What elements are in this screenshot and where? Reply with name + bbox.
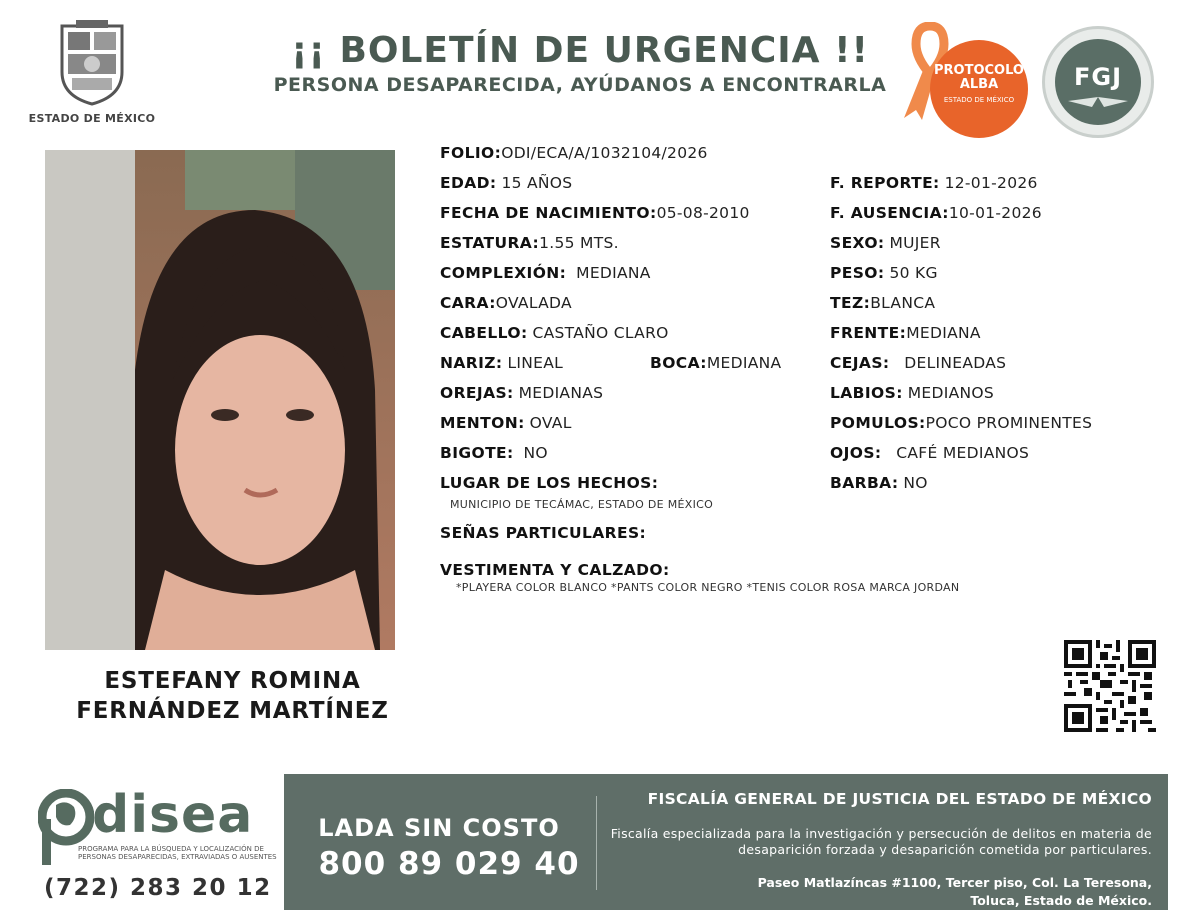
field-value: ODI/ECA/A/1032104/2026	[501, 144, 708, 162]
fgj-seal-inner	[1055, 39, 1141, 125]
field-value: 15 AÑOS	[501, 174, 573, 192]
field-tez	[830, 294, 935, 312]
field-cara	[440, 294, 572, 312]
field-label: FRENTE:	[830, 324, 907, 342]
field-value: CAFÉ MEDIANOS	[896, 444, 1030, 462]
field-label: TEZ:	[830, 294, 871, 312]
field-nariz	[440, 354, 563, 372]
field-bigote	[440, 444, 548, 462]
field-value: NO	[903, 474, 928, 492]
field-cejas	[830, 354, 1006, 372]
field-label: POMULOS:	[830, 414, 926, 432]
field-label: F. AUSENCIA:	[830, 204, 949, 222]
field-label: SEXO:	[830, 234, 885, 252]
field-value: 10-01-2026	[948, 204, 1042, 222]
field-label: COMPLEXIÓN:	[440, 264, 567, 282]
wing-icon	[1068, 95, 1128, 109]
address-line2: Toluca, Estado de México.	[970, 893, 1152, 908]
field-value: 1.55 MTS.	[539, 234, 619, 252]
field-ausencia	[830, 204, 1042, 222]
field-value: 12-01-2026	[944, 174, 1038, 192]
photo-illustration	[45, 150, 395, 650]
field-menton	[440, 414, 572, 432]
field-value: DELINEADAS	[904, 354, 1007, 372]
field-label: CABELLO:	[440, 324, 528, 342]
field-complexion	[440, 264, 651, 282]
field-orejas	[440, 384, 603, 402]
field-label: VESTIMENTA Y CALZADO:	[440, 561, 670, 579]
field-edad	[440, 174, 572, 192]
bulletin-subtitle: PERSONA DESAPARECIDA, AYÚDANOS A ENCONTRARLA	[273, 74, 887, 96]
field-sexo	[830, 234, 941, 252]
field-value: BLANCA	[870, 294, 936, 312]
field-estatura	[440, 234, 619, 252]
field-value: OVALADA	[495, 294, 572, 312]
missing-person-photo	[45, 150, 395, 650]
field-barba	[830, 474, 928, 492]
field-value: NO	[523, 444, 548, 462]
qr-code[interactable]	[1064, 640, 1156, 732]
field-value: POCO PROMINENTES	[925, 414, 1093, 432]
field-reporte	[830, 174, 1038, 192]
field-value: MEDIANA	[576, 264, 651, 282]
estado-de-mexico-logo	[28, 20, 156, 125]
person-name-line2: FERNÁNDEZ MARTÍNEZ	[76, 698, 389, 724]
fiscalia-title: FISCALÍA GENERAL DE JUSTICIA DEL ESTADO DE MÉXICO	[647, 790, 1152, 808]
field-label: BOCA:	[650, 354, 707, 372]
field-label: MENTON:	[440, 414, 525, 432]
field-label: PESO:	[830, 264, 885, 282]
field-label: FECHA DE NACIMIENTO:	[440, 204, 657, 222]
field-pomulos	[830, 414, 1092, 432]
field-value: MEDIANOS	[907, 384, 995, 402]
alba-line2: ALBA	[959, 77, 999, 92]
state-shield-icon	[56, 20, 128, 106]
field-label: NARIZ:	[440, 354, 503, 372]
odisea-description: PROGRAMA PARA LA BÚSQUEDA Y LOCALIZACIÓN DE PERSONAS DESAPARECIDAS, EXTRAVIADAS O AUSENTES	[78, 845, 277, 861]
field-folio	[440, 144, 708, 162]
field-cabello	[440, 324, 669, 342]
field-label: F. REPORTE:	[830, 174, 940, 192]
field-label: OREJAS:	[440, 384, 514, 402]
field-vestimenta-value: *PLAYERA COLOR BLANCO *PANTS COLOR NEGRO *TENIS COLOR ROSA MARCA JORDAN	[456, 581, 960, 594]
field-vestimenta	[440, 561, 670, 579]
field-value: LINEAL	[507, 354, 564, 372]
lada-label: LADA SIN COSTO	[318, 814, 560, 842]
field-value: MEDIANA	[906, 324, 981, 342]
field-boca	[650, 354, 781, 372]
odisea-logo	[30, 785, 280, 905]
field-label: BIGOTE:	[440, 444, 514, 462]
protocolo-alba-logo	[900, 22, 1030, 132]
field-label: EDAD:	[440, 174, 497, 192]
field-value: 05-08-2010	[656, 204, 750, 222]
field-label: ESTATURA:	[440, 234, 540, 252]
field-value: 50 KG	[889, 264, 938, 282]
field-label: LUGAR DE LOS HECHOS:	[440, 474, 659, 492]
bulletin-title: ¡¡ BOLETÍN DE URGENCIA !!	[291, 30, 869, 71]
field-senas	[440, 524, 646, 542]
alba-badge	[930, 40, 1028, 138]
field-lugar	[440, 474, 658, 492]
odisea-phone[interactable]: (722) 283 20 12	[44, 875, 272, 901]
odisea-wordmark: disea	[92, 785, 254, 845]
lada-number[interactable]: 800 89 029 40	[318, 846, 580, 882]
field-value: MEDIANA	[706, 354, 782, 372]
field-value: MUJER	[889, 234, 941, 252]
field-frente	[830, 324, 981, 342]
footer-divider	[596, 796, 597, 890]
field-ojos	[830, 444, 1029, 462]
fiscalia-address	[602, 874, 1152, 910]
field-label: OJOS:	[830, 444, 882, 462]
field-label: CARA:	[440, 294, 496, 312]
field-nacimiento	[440, 204, 750, 222]
field-label: FOLIO:	[440, 144, 502, 162]
person-name-line1: ESTEFANY ROMINA	[104, 668, 361, 694]
field-label: SEÑAS PARTICULARES:	[440, 524, 647, 542]
field-lugar-value: MUNICIPIO DE TECÁMAC, ESTADO DE MÉXICO	[450, 498, 714, 511]
field-value: OVAL	[529, 414, 572, 432]
field-labios	[830, 384, 994, 402]
field-label: CEJAS:	[830, 354, 890, 372]
alba-line3: ESTADO DE MÉXICO	[943, 96, 1015, 104]
field-peso	[830, 264, 938, 282]
address-line1: Paseo Matlazíncas #1100, Tercer piso, Col. La Teresona,	[757, 875, 1152, 890]
fiscalia-description: Fiscalía especializada para la investigación y persecución de delitos en materia de desaparición forzada y desaparición cometida por particulares.	[610, 826, 1152, 857]
field-label: LABIOS:	[830, 384, 903, 402]
fgj-label: FGJ	[1073, 63, 1123, 91]
alba-line1: PROTOCOLO	[934, 63, 1024, 78]
fgj-seal-icon	[1042, 26, 1154, 138]
field-value: CASTAÑO CLARO	[532, 324, 669, 342]
footer-band	[284, 774, 1168, 910]
state-label: ESTADO DE MÉXICO	[28, 112, 156, 125]
field-value: MEDIANAS	[518, 384, 604, 402]
field-label: BARBA:	[830, 474, 899, 492]
